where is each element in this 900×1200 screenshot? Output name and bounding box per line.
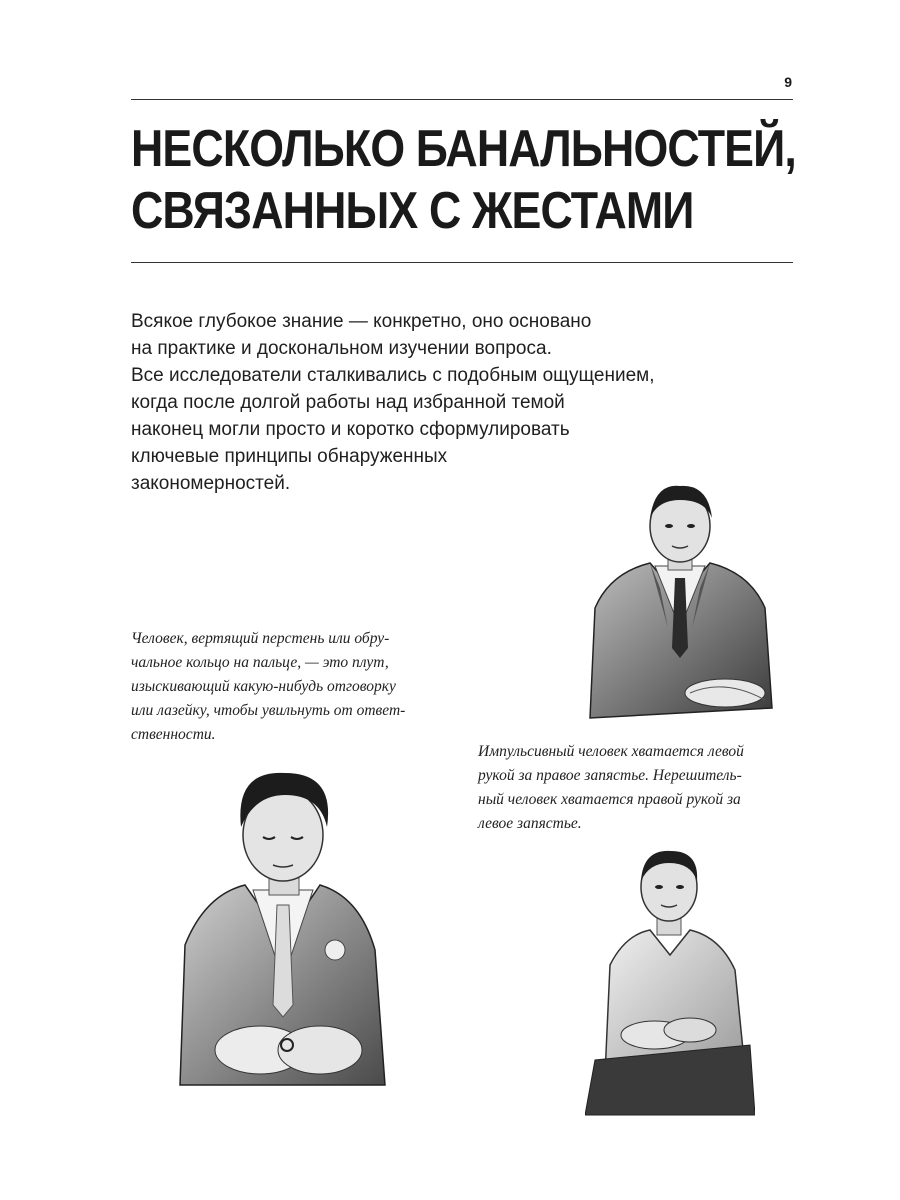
caption-line: Импульсивный человек хватается левой bbox=[478, 743, 744, 760]
intro-line: ключевые принципы обнаруженных bbox=[131, 446, 448, 467]
intro-line: Всякое глубокое знание — конкретно, оно основано bbox=[131, 311, 592, 332]
caption-line: изыскивающий какую-нибудь отговорку bbox=[131, 678, 396, 695]
caption-line: или лазейку, чтобы увильнуть от ответ- bbox=[131, 702, 406, 719]
header-rule bbox=[131, 99, 793, 100]
intro-line: Все исследователи сталкивались с подобным ощущением, bbox=[131, 365, 655, 386]
title-line: СВЯЗАННЫХ С ЖЕСТАМИ bbox=[131, 182, 694, 240]
title-rule bbox=[131, 262, 793, 263]
intro-line: наконец могли просто и коротко сформулировать bbox=[131, 419, 570, 440]
illustration-man-clasped-hands bbox=[580, 478, 780, 728]
caption-line: ственности. bbox=[131, 726, 216, 743]
page-title bbox=[131, 118, 796, 242]
caption-line: Человек, вертящий перстень или обру- bbox=[131, 630, 390, 647]
illustration-man-grabbing-wrist bbox=[585, 845, 755, 1120]
illustration-man-twisting-ring bbox=[175, 765, 390, 1095]
page-number: 9 bbox=[784, 74, 792, 90]
intro-line: когда после долгой работы над избранной темой bbox=[131, 392, 565, 413]
intro-line: на практике и доскональном изучении вопроса. bbox=[131, 338, 552, 359]
caption-line: левое запястье. bbox=[478, 815, 582, 832]
caption-wrist-grabbing bbox=[478, 740, 798, 836]
intro-line: закономерностей. bbox=[131, 473, 291, 494]
caption-ring-twisting bbox=[131, 627, 451, 747]
caption-line: рукой за правое запястье. Нерешитель- bbox=[478, 767, 742, 784]
caption-line: ный человек хватается правой рукой за bbox=[478, 791, 741, 808]
title-line: НЕСКОЛЬКО БАНАЛЬНОСТЕЙ, bbox=[131, 120, 796, 178]
caption-line: чальное кольцо на пальце, — это плут, bbox=[131, 654, 389, 671]
intro-paragraph bbox=[131, 308, 691, 497]
